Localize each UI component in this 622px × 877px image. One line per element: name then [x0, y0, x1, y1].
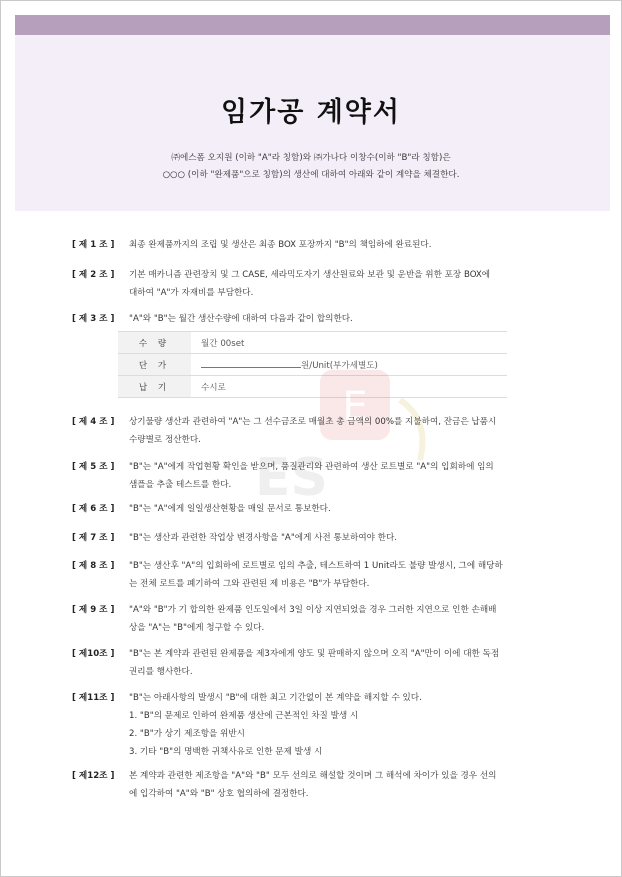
article-12: [72, 767, 562, 803]
intro-line-1: ㈜에스폼 오지원 (이하 "A"라 칭함)와 ㈜가나다 이창수(이하 "B"라 칭함)은: [171, 153, 451, 163]
article-9: [72, 601, 562, 637]
article-text: 샘플을 추출 테스트를 한다.: [129, 480, 232, 490]
article-text: "B"는 생산후 "A"의 입회하에 로트별로 임의 추출, 테스트하여 1 Unit라도 불량 발생시, 그에 해당하: [129, 561, 503, 571]
article-text: 에 입각하여 "A"와 "B" 상호 협의하에 결정한다.: [129, 789, 309, 799]
intro-line-2: ○○○ (이하 "완제품"으로 칭함)의 생산에 대하여 아래와 같이 계약을 체결한다.: [162, 170, 460, 180]
row-value: 원/Unit(부가세별도): [301, 360, 378, 371]
article-3: [72, 310, 562, 328]
article-6: [72, 500, 562, 518]
article-heading: [ 제 2 조 ]: [72, 270, 115, 280]
article-heading: [ 제 6 조 ]: [72, 504, 115, 514]
article-4: [72, 413, 562, 449]
article-heading: [ 제 1 조 ]: [72, 240, 115, 250]
article-heading: [ 제 8 조 ]: [72, 561, 115, 571]
article-heading: [ 제11조 ]: [72, 693, 115, 703]
article-heading: [ 제 7 조 ]: [72, 533, 115, 543]
article-sublist: [129, 707, 562, 761]
svg-text:ES: ES: [255, 448, 328, 508]
list-item: 2. "B"가 상기 제조항을 위반시: [129, 729, 245, 739]
article-text: "B"는 "A"에게 작업현황 확인을 받으며, 품질관리와 관련하여 생산 로트별로 "A"의 입회하에 임의: [129, 462, 494, 472]
row-label: 단 가: [118, 354, 191, 376]
article-text: 최종 완제품까지의 조립 및 생산은 최종 BOX 포장까지 "B"의 책임하에 완료된다.: [129, 240, 432, 250]
article-text: "B"는 본 계약과 관련된 완제품을 제3자에게 양도 및 판매하지 않으며 오직 "A"만이 이에 대한 독점: [129, 649, 500, 659]
article-11: [72, 689, 562, 761]
article-text: 본 계약과 관련한 제조항을 "A"와 "B" 모두 선의로 해설할 것이며 그 해석에 차이가 있을 경우 선의: [129, 771, 497, 781]
top-color-bar: [15, 15, 610, 35]
document-title: 임가공 계약서: [221, 97, 401, 128]
row-label: 수 량: [118, 332, 191, 354]
article-text: "B"는 아래사항의 발생시 "B"에 대한 최고 기간없이 본 계약을 해지할 수 있다.: [129, 693, 422, 703]
svg-text:E: E: [342, 384, 368, 430]
article-text: 기본 매카니즘 관련장치 및 그 CASE, 세라믹도자기 생산원료와 보관 및 운반을 위한 포장 BOX에: [129, 270, 491, 280]
article-heading: [ 제 3 조 ]: [72, 314, 115, 324]
row-value: 수시로: [191, 376, 507, 398]
article-1: [72, 236, 562, 254]
article-heading: [ 제10조 ]: [72, 649, 115, 659]
list-item: 1. "B"의 문제로 인하여 완제품 생산에 근본적인 차질 발생 시: [129, 711, 359, 721]
article-heading: [ 제 9 조 ]: [72, 605, 115, 615]
article-text: "A"와 "B"가 기 합의한 완제품 인도일에서 3일 이상 지연되었을 경우 그러한 지연으로 인한 손해배: [129, 605, 497, 615]
article-7: [72, 529, 562, 547]
article-text: 상기물량 생산과 관련하여 "A"는 그 선수금조로 매월초 총 금액의 00%를 지불하여, 잔금은 납품시: [129, 417, 497, 427]
article-10: [72, 645, 562, 681]
article-5: [72, 458, 562, 494]
article-text: 대하여 "A"가 자재비를 부담한다.: [129, 288, 254, 298]
article-text: 권리를 행사한다.: [129, 667, 193, 677]
article-8: [72, 557, 562, 593]
row-value: 월간 00set: [191, 332, 507, 354]
article-text: 상을 "A"는 "B"에게 청구할 수 있다.: [129, 623, 265, 633]
table-row: [118, 332, 507, 354]
article-text: 는 전체 로트를 폐기하여 그와 관련된 제 비용은 "B"가 부담한다.: [129, 579, 370, 589]
article-text: 수량별로 정산한다.: [129, 435, 201, 445]
list-item: 3. 기타 "B"의 명백한 귀책사유로 인한 문제 발생 시: [129, 747, 323, 757]
article-heading: [ 제 5 조 ]: [72, 462, 115, 472]
article-text: "A"와 "B"는 월간 생산수량에 대하여 다음과 같이 합의한다.: [129, 314, 353, 324]
article-2: [72, 266, 562, 302]
article-heading: [ 제12조 ]: [72, 771, 115, 781]
row-label: 납 기: [118, 376, 191, 398]
article-text: "B"는 "A"에게 일일생산현황을 매일 문서로 통보한다.: [129, 504, 331, 514]
article-heading: [ 제 4 조 ]: [72, 417, 115, 427]
article-text: "B"는 생산과 관련한 작업상 변경사항을 "A"에게 사전 통보하여야 한다.: [129, 533, 398, 543]
